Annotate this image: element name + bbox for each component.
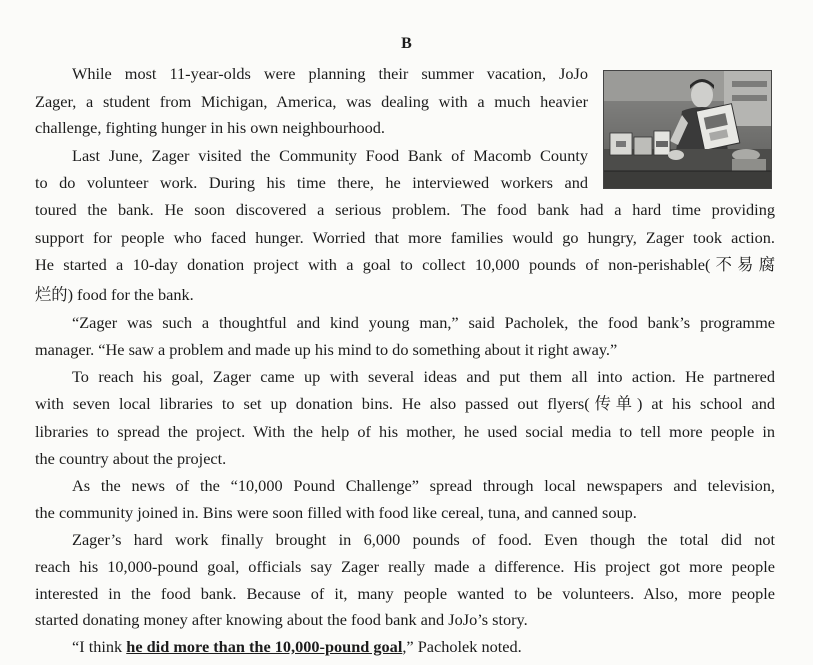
paragraph-line: libraries to spread the project. With the help of his mother, he used social media to tell more people in	[35, 422, 775, 441]
paragraph-line: To reach his goal, Zager came up with several ideas and put them all into action. He partnered	[72, 367, 775, 386]
paragraph-line: While most 11-year-olds were planning their summer vacation, JoJo	[72, 64, 588, 83]
article-photo	[603, 70, 772, 189]
paragraph-line: Zager, a student from Michigan, America, was dealing with a much heavier	[35, 92, 588, 111]
quote-end: ,” Pacholek noted.	[402, 637, 522, 656]
paragraph-line: Last June, Zager visited the Community Food Bank of Macomb County	[72, 146, 588, 165]
closing-quote-line	[35, 636, 522, 658]
paragraph-line: support for people who faced hunger. Worried that more families would go hungry, Zager took action.	[35, 228, 775, 247]
paragraph-line: interested in the food bank. Because of it, many people wanted to be volunteers. Also, more people	[35, 584, 775, 603]
paragraph-line: “Zager was such a thoughtful and kind young man,” said Pacholek, the food bank’s programme	[72, 313, 775, 332]
paragraph-line: challenge, fighting hunger in his own neighbourhood.	[35, 118, 385, 137]
paragraph-line: 烂的) food for the bank.	[35, 285, 194, 304]
paragraph-line: to do volunteer work. During his time there, he interviewed workers and	[35, 173, 588, 192]
underlined-phrase: he did more than the 10,000-pound goal	[126, 637, 403, 656]
paragraph-line: the country about the project.	[35, 449, 227, 468]
paragraph-line: Zager’s hard work finally brought in 6,000 pounds of food. Even though the total did not	[72, 530, 775, 549]
paragraph-line: reach his 10,000-pound goal, officials say Zager really made a difference. His project got more people	[35, 557, 775, 576]
paragraph-line: He started a 10-day donation project with a goal to collect 10,000 pounds of non-perishable(不易腐	[35, 255, 775, 274]
paragraph-line: started donating money after knowing about the food bank and JoJo’s story.	[35, 610, 528, 629]
paragraph-line: toured the bank. He soon discovered a serious problem. The food bank had a hard time providing	[35, 200, 775, 219]
paragraph-line: the community joined in. Bins were soon filled with food like cereal, tuna, and canned soup.	[35, 503, 637, 522]
paragraph-line: with seven local libraries to set up donation bins. He also passed out flyers(传单) at his school and	[35, 394, 775, 413]
paragraph-line: As the news of the “10,000 Pound Challenge” spread through local newspapers and television,	[72, 476, 775, 495]
quote-start: “I think	[72, 637, 127, 656]
section-letter: B	[401, 35, 412, 52]
paragraph-line: manager. “He saw a problem and made up his mind to do something about it right away.”	[35, 340, 618, 359]
